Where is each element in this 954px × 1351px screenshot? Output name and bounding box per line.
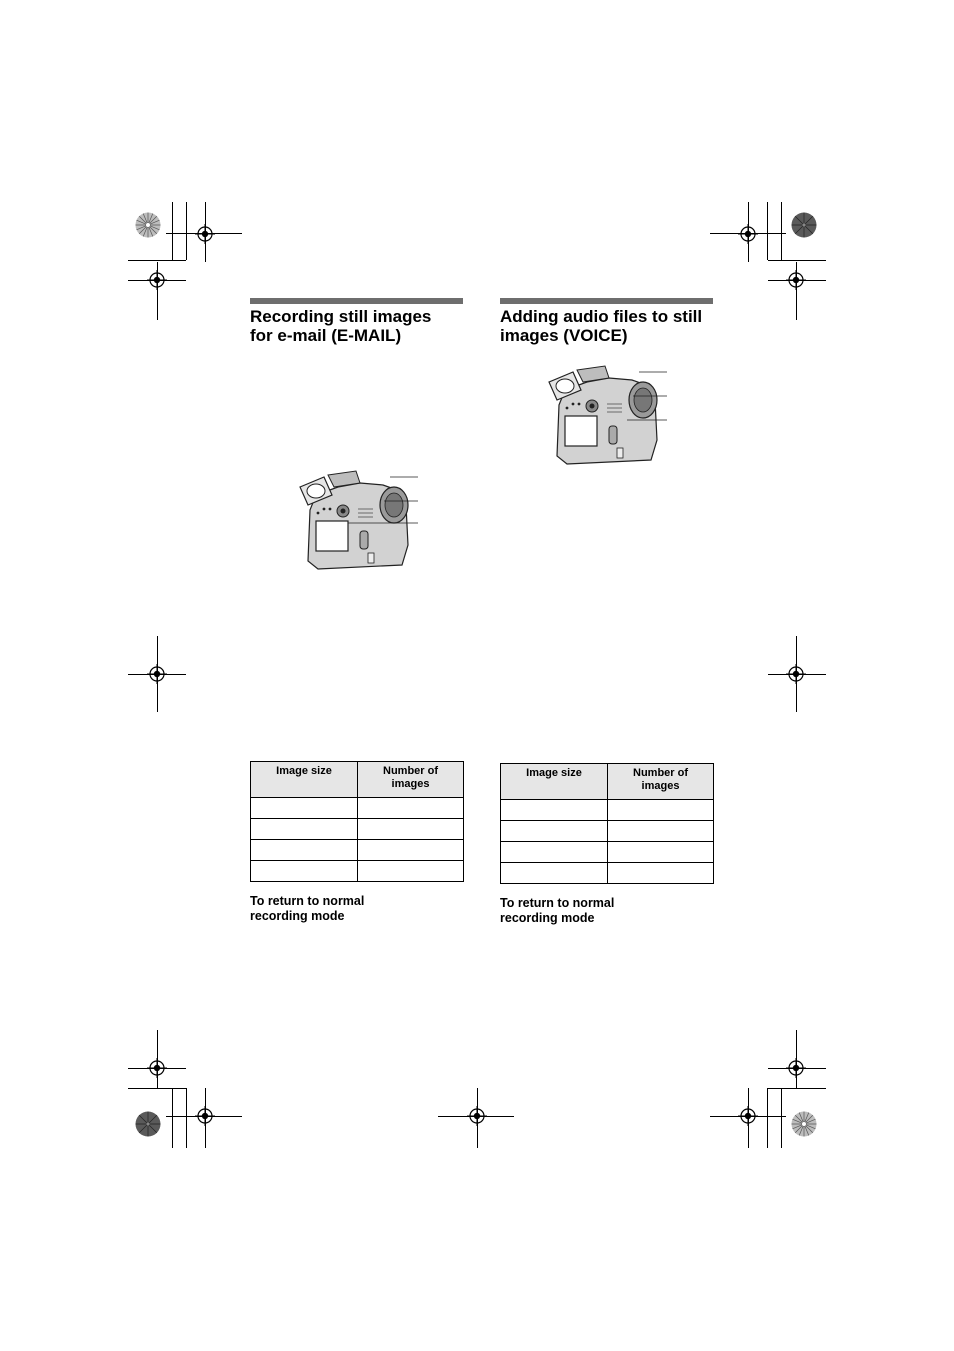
table-header: Image size	[501, 764, 608, 800]
table-row	[251, 798, 464, 819]
table-cell	[501, 800, 608, 821]
image-size-table	[250, 761, 464, 882]
table-cell	[358, 861, 464, 882]
table-row	[501, 821, 714, 842]
table-cell	[251, 840, 358, 861]
table-cell	[501, 842, 608, 863]
radial-starburst-icon	[791, 212, 817, 238]
image-size-table	[500, 763, 714, 884]
table-cell	[608, 821, 714, 842]
section-rule	[250, 298, 463, 304]
crosshair-registration-icon	[195, 1106, 215, 1126]
crosshair-registration-icon	[147, 270, 167, 290]
return-note: To return to normal recording mode	[500, 896, 615, 925]
crop-line	[767, 202, 768, 260]
table-row	[501, 842, 714, 863]
crop-line	[781, 202, 782, 260]
crop-line	[768, 1088, 826, 1089]
table-header: Number of images	[608, 764, 714, 800]
table-cell	[358, 819, 464, 840]
table-cell	[251, 861, 358, 882]
crosshair-registration-icon	[738, 1106, 758, 1126]
crosshair-registration-icon	[786, 1058, 806, 1078]
table-header: Image size	[251, 762, 358, 798]
radial-starburst-icon	[135, 1111, 161, 1137]
table-cell	[608, 863, 714, 884]
crosshair-registration-icon	[467, 1106, 487, 1126]
table-cell	[608, 800, 714, 821]
table-cell	[251, 819, 358, 840]
crosshair-registration-icon	[147, 1058, 167, 1078]
table-row	[501, 800, 714, 821]
digital-camera-illustration	[547, 360, 669, 466]
crosshair-registration-icon	[786, 664, 806, 684]
table-cell	[358, 798, 464, 819]
crop-line	[768, 260, 826, 261]
crosshair-registration-icon	[786, 270, 806, 290]
table-header: Number of images	[358, 762, 464, 798]
crosshair-registration-icon	[195, 224, 215, 244]
crosshair-registration-icon	[738, 224, 758, 244]
crop-line	[186, 202, 187, 260]
section-rule	[500, 298, 713, 304]
crop-line	[128, 260, 186, 261]
table-cell	[608, 842, 714, 863]
crop-line	[172, 202, 173, 260]
table-row	[251, 840, 464, 861]
crop-line	[172, 1088, 173, 1148]
crosshair-registration-icon	[147, 664, 167, 684]
crop-line	[781, 1088, 782, 1148]
crop-line	[128, 1088, 186, 1089]
table-cell	[501, 863, 608, 884]
radial-starburst-icon	[135, 212, 161, 238]
section-title: Recording still images for e-mail (E-MAIL)	[250, 307, 432, 345]
radial-starburst-icon	[791, 1111, 817, 1137]
section-title: Adding audio files to still images (VOICE)	[500, 307, 703, 345]
table-cell	[501, 821, 608, 842]
table-row	[501, 863, 714, 884]
table-cell	[358, 840, 464, 861]
table-row	[251, 819, 464, 840]
table-row	[251, 861, 464, 882]
digital-camera-illustration	[298, 465, 420, 571]
return-note: To return to normal recording mode	[250, 894, 365, 923]
crop-line	[186, 1088, 187, 1148]
table-cell	[251, 798, 358, 819]
crop-line	[767, 1088, 768, 1148]
